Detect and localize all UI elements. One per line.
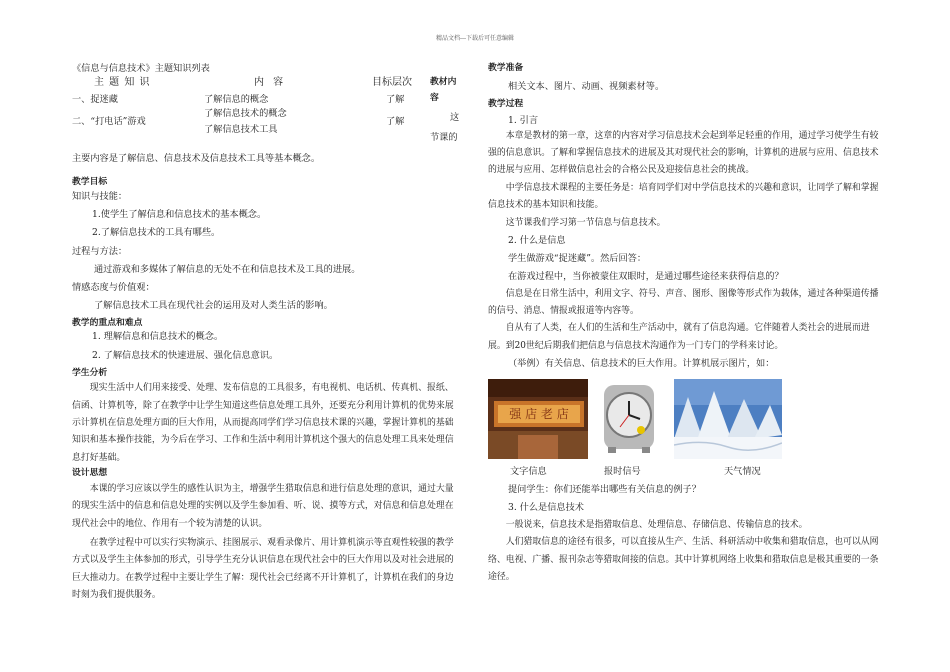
material-text-3: 主要内容是了解信息、信息技术及信息技术工具等基本概念。 bbox=[72, 153, 321, 165]
snow-image bbox=[674, 379, 782, 459]
shop-sign-text: 强 店 老 店 bbox=[509, 407, 569, 422]
design-paragraph-1: 本课的学习应该以学生的感性认识为主，增强学生猎取信息和进行信息处理的意识，通过大量的现实生活中的信息和信息处理的实例以及学生参加看、听、说、摸等方式，对信息和信息处理在现代社会中的地位、作用有一个较为清楚的认识。 bbox=[72, 483, 454, 529]
process-label: 过程与方法： bbox=[72, 245, 128, 257]
goal-title: 教学目标 bbox=[72, 177, 108, 188]
analysis-text: 现实生活中人们用来接受、处理、发布信息的工具很多，有电视机、电话机、传真机、报纸、信函、计算机等，除了在教学中让学生知道这些信息处理工具外，还要充分利用计算机的优势来展示计算机在信息处理方面的巨大作用，从而提高同学们学习信息技术课的兴趣，掌握计算机的基础知识和基本操作技能，为今后在学习、工作和生活中利用计算机这个强大的信息处理工具来处理信息打好基础。 bbox=[72, 383, 454, 463]
design-title: 设计思想 bbox=[72, 468, 108, 479]
row1-topic: 一、捉迷藏 bbox=[72, 94, 118, 106]
row2-content-2: 了解信息技术工具 bbox=[204, 124, 278, 136]
th-topic: 主 题 知 识 bbox=[94, 77, 151, 89]
prep-text: 相关文本、图片、动画、视频素材等。 bbox=[508, 80, 665, 92]
clock-image bbox=[596, 379, 662, 459]
analysis-title: 学生分析 bbox=[72, 367, 108, 378]
it-channels: 人们猎取信息的途径有很多，可以直接从生产、生活、科研活动中收集和猎取信息，也可以从网络、电视、广播、报刊杂志等猎取间接的信息。其中计算机网络上收集和猎取信息是极其重要的一条途径。 bbox=[488, 537, 879, 583]
attitude-label: 情感态度与价值观： bbox=[72, 282, 155, 294]
info-history: 自从有了人类，在人们的生活和生产活动中，就有了信息沟通。它伴随着人类社会的进展而进展。到20世纪后期我们把信息与信息技术沟通作为一门专门的学科来讨论。 bbox=[488, 323, 870, 351]
process-text: 通过游戏和多媒体了解信息的无处不在和信息技术及工具的进展。 bbox=[94, 263, 361, 275]
intro-paragraph-3: 这节课我们学习第一节信息与信息技术。 bbox=[505, 217, 666, 228]
table-title: 《信息与信息技术》主题知识列表 bbox=[72, 63, 210, 74]
caption-time-signal: 报时信号 bbox=[604, 466, 641, 478]
th-material: 教材内 bbox=[430, 77, 457, 88]
key-point-2: 2. 了解信息技术的快速进展、强化信息意识。 bbox=[92, 349, 279, 361]
intro-paragraph-1: 本章是教材的第一章，这章的内容对学习信息技术会起到举足轻重的作用，通过学习使学生有较强的信息意识。了解和掌握信息技术的进展及其对现代社会的影响，计算机的进展与应用、信息技术的进展与应用、怎样做信息社会的合格公民及迎接信息社会的挑战。 bbox=[488, 130, 879, 176]
process-title: 教学过程 bbox=[488, 98, 524, 109]
info-definition: 信息是在日常生活中，利用文字、符号、声音、图形、图像等形式作为载体，通过各种渠道传播的信号、消息、情报或报道等内容等。 bbox=[488, 288, 879, 317]
row2-level: 了解 bbox=[386, 116, 405, 128]
intro-paragraph-2: 中学信息技术课程的主要任务是：培育同学们对中学信息技术的兴趣和意识，让同学了解和掌握信息技术的基本知识和技能。 bbox=[488, 182, 879, 211]
page-header: 精品文档---下载后可任意编辑 bbox=[435, 35, 515, 42]
prep-title: 教学准备 bbox=[488, 63, 524, 73]
caption-weather: 天气情况 bbox=[724, 466, 761, 478]
game-text: 学生做游戏“捉迷藏”。然后回答： bbox=[508, 252, 647, 264]
caption-text-info: 文字信息 bbox=[510, 466, 547, 478]
key-point-1: 1. 理解信息和信息技术的概念。 bbox=[92, 331, 224, 343]
it-definition: 一般说来，信息技术是指猎取信息、处理信息、存储信息、传输信息的技术。 bbox=[505, 519, 808, 530]
row2-topic: 二、“打电话”游戏 bbox=[72, 116, 146, 128]
left-column bbox=[72, 62, 460, 604]
attitude-text: 了解信息技术工具在现代社会的运用及对人类生活的影响。 bbox=[94, 300, 333, 312]
section-what-is-it: 3. 什么是信息技术 bbox=[508, 502, 584, 514]
th-material-cont: 容 bbox=[430, 93, 439, 104]
material-text-1: 这 bbox=[450, 112, 460, 124]
ask-text: 提问学生：你们还能举出哪些有关信息的例子？ bbox=[508, 484, 701, 496]
knowledge-label: 知识与技能： bbox=[72, 190, 128, 202]
section-intro: 1. 引言 bbox=[508, 114, 539, 126]
knowledge-table bbox=[72, 76, 460, 176]
th-level: 目标层次 bbox=[372, 77, 412, 89]
material-text-2: 节课的 bbox=[430, 132, 458, 144]
section-what-is-info: 2. 什么是信息 bbox=[508, 234, 566, 246]
row2-content-1: 了解信息技术的概念 bbox=[204, 108, 287, 120]
row1-content: 了解信息的概念 bbox=[204, 94, 269, 106]
goal-k2: 2.了解信息技术的工具有哪些。 bbox=[92, 227, 221, 239]
image-captions bbox=[488, 465, 880, 481]
th-content: 内 容 bbox=[254, 77, 287, 89]
question-text: 在游戏过程中，当你被蒙住双眼时，是通过哪些途径来获得信息的？ bbox=[508, 270, 784, 282]
right-column bbox=[488, 62, 880, 586]
key-title: 教学的重点和难点 bbox=[72, 317, 143, 328]
example-text: （举例）有关信息、信息技术的巨大作用。计算机展示图片，如： bbox=[508, 358, 775, 370]
goal-k1: 1.使学生了解信息和信息技术的基本概念。 bbox=[92, 209, 267, 221]
design-paragraph-2: 在教学过程中可以实行实物演示、挂图展示、观看录像片、用计算机演示等直观性较强的教学方式以及学生主体参加的形式，引导学生充分认识信息在现代社会中的巨大作用以及对社会进展的巨大推动力。在教学过程中主要让学生了解：现代社会已经离不开计算机了，计算机在我们的身边时刻为我们提供服务。 bbox=[72, 537, 454, 600]
example-images bbox=[488, 379, 880, 461]
shop-sign-image bbox=[488, 379, 588, 459]
row1-level: 了解 bbox=[386, 94, 405, 106]
